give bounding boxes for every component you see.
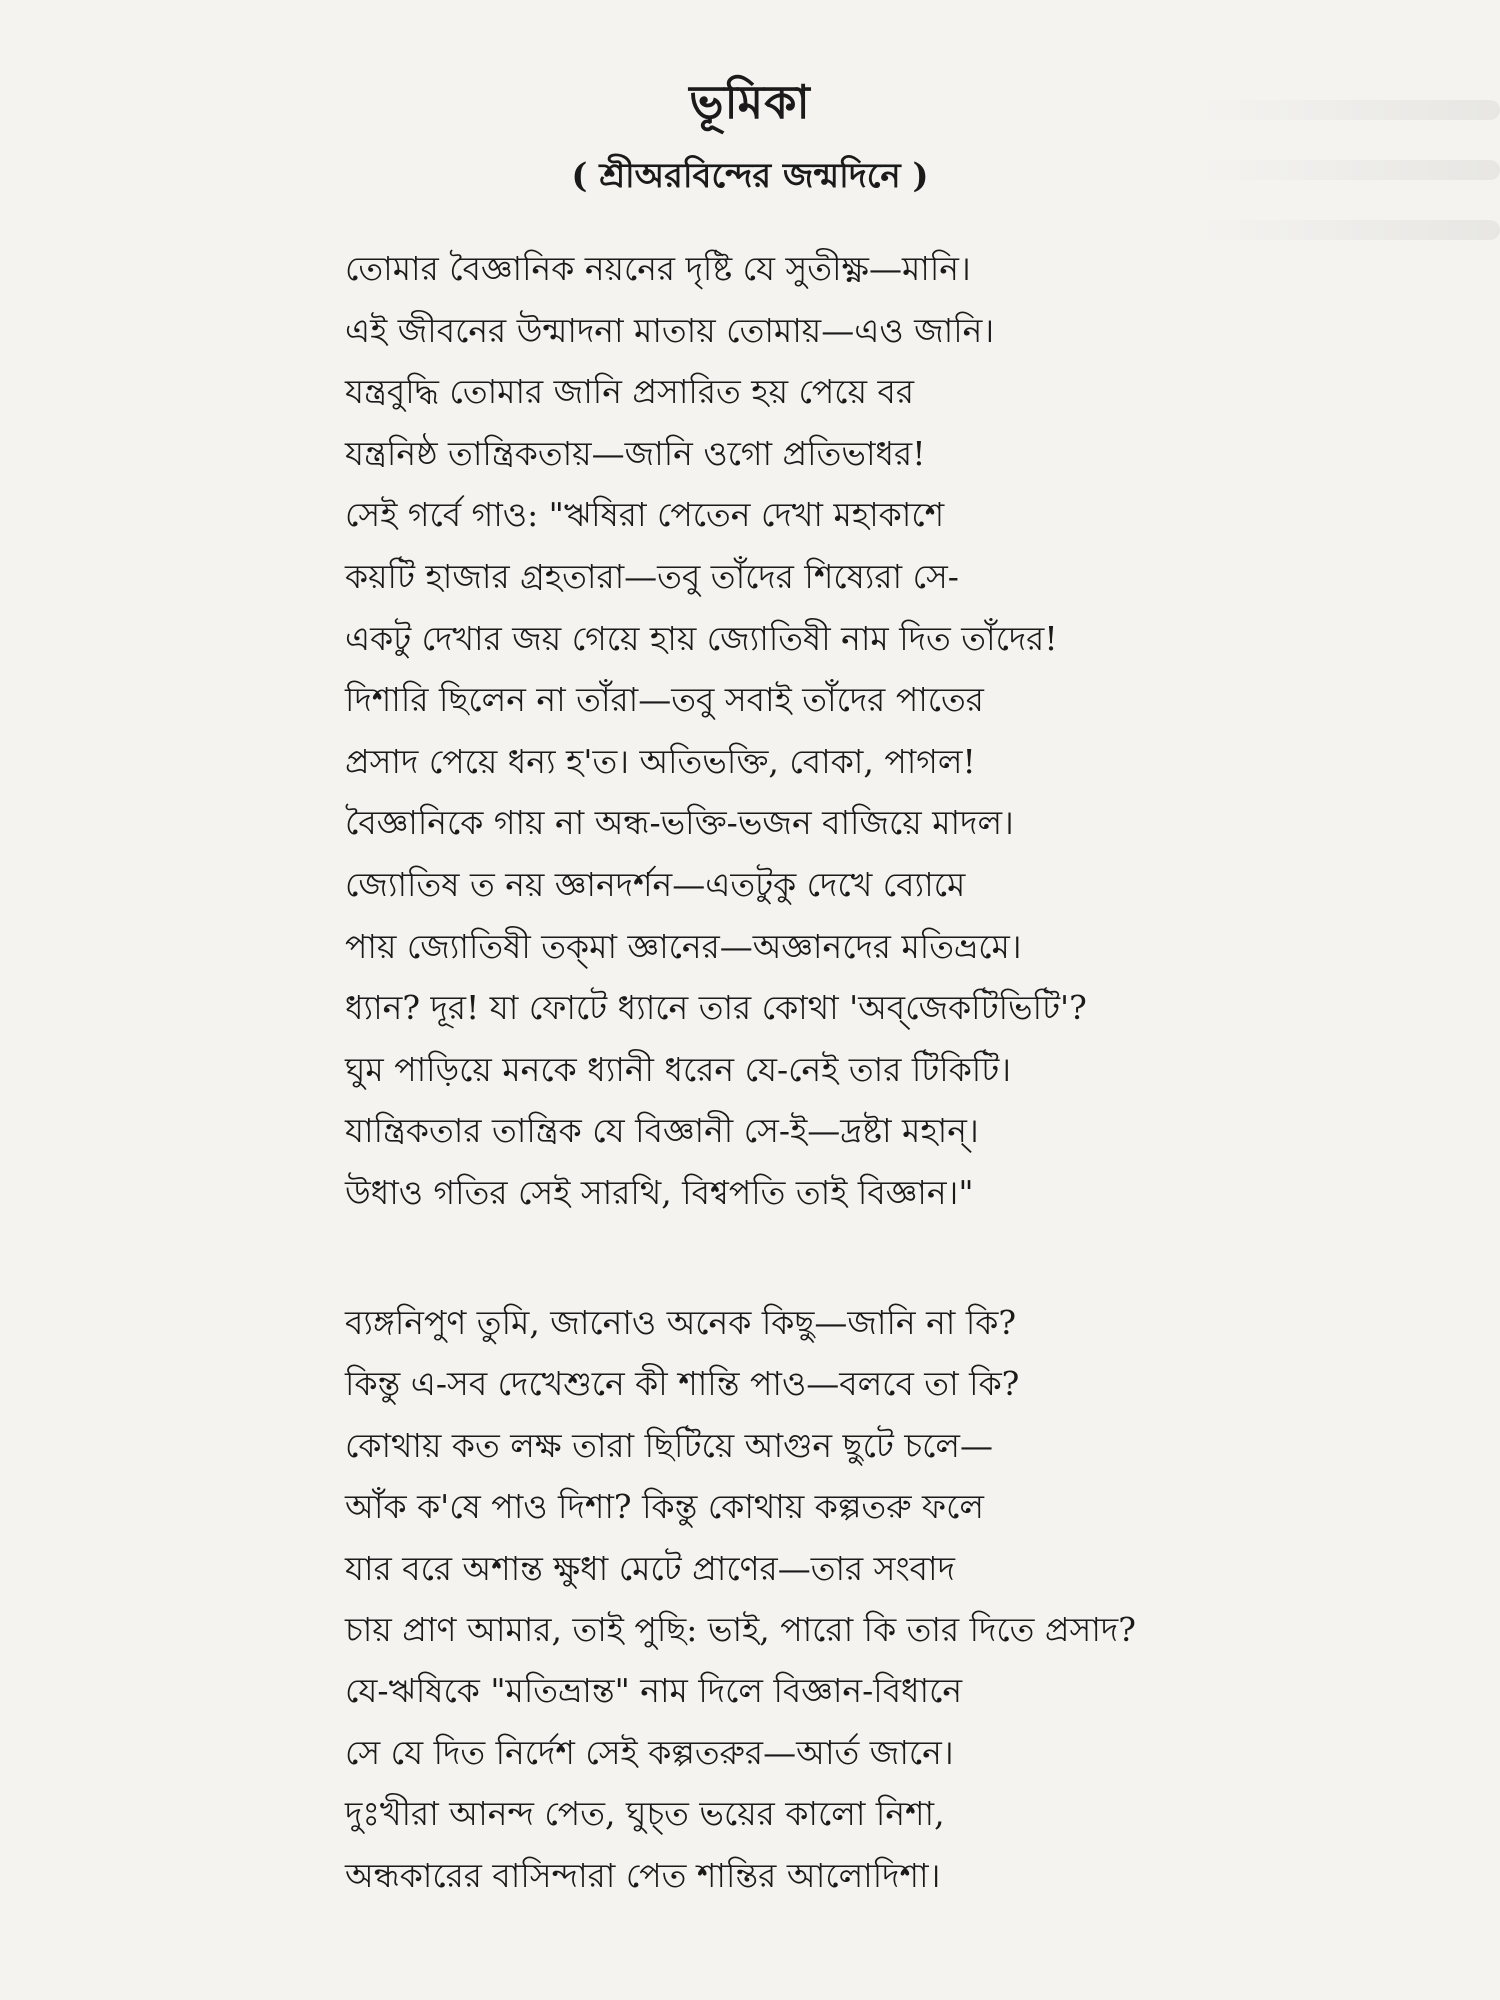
poem-line: ধ্যান? দূর! যা ফোটে ধ্যানে তার কোথা 'অব্‌জেকটিভিটি'? <box>345 988 1087 1028</box>
poem-line: যে-ঋষিকে "মতিভ্রান্ত" নাম দিলে বিজ্ঞান-বিধানে <box>345 1671 963 1711</box>
page-title: ভূমিকা <box>689 75 811 129</box>
poem-line: আঁক ক'ষে পাও দিশা? কিন্তু কোথায় কল্পতরু ফলে <box>345 1487 984 1527</box>
poem-line: এই জীবনের উন্মাদনা মাতায় তোমায়—এও জানি। <box>345 310 995 350</box>
poem-line: যন্ত্রবুদ্ধি তোমার জানি প্রসারিত হয় পেয়ে বর <box>345 372 915 412</box>
poem-line: কোথায় কত লক্ষ তারা ছিটিয়ে আগুন ছুটে চলে— <box>345 1425 993 1465</box>
poem-line: চায় প্রাণ আমার, তাই পুছি: ভাই, পারো কি তার দিতে প্রসাদ? <box>345 1609 1136 1649</box>
poem-line: উধাও গতির সেই সারথি, বিশ্বপতি তাই বিজ্ঞান।" <box>345 1172 974 1212</box>
poem-stanza-2 <box>345 1292 1345 1906</box>
poem-line: কিন্তু এ-সব দেখেশুনে কী শান্তি পাও—বলবে তা কি? <box>345 1364 1020 1404</box>
poem-line: তোমার বৈজ্ঞানিক নয়নের দৃষ্টি যে সুতীক্ষ্ণ—মানি। <box>345 249 971 288</box>
poem-line: যার বরে অশান্ত ক্ষুধা মেটে প্রাণের—তার সংবাদ <box>345 1548 955 1588</box>
poem-line: প্রসাদ পেয়ে ধন্য হ'ত। অতিভক্তি, বোকা, পাগল! <box>345 741 976 781</box>
poem-line: ঘুম পাড়িয়ে মনকে ধ্যানী ধরেন যে-নেই তার টিকিটি। <box>345 1049 1012 1089</box>
poem-line: দুঃখীরা আনন্দ পেত, ঘুচ্‌ত ভয়ের কালো নিশা, <box>345 1794 945 1834</box>
poem-line: যান্ত্রিকতার তান্ত্রিক যে বিজ্ঞানী সে-ই—দ্রষ্টা মহান্‌। <box>345 1111 979 1151</box>
poem-line: কয়টি হাজার গ্রহতারা—তবু তাঁদের শিষ্যেরা সে- <box>345 556 959 596</box>
poem-line: পায় জ্যোতিষী তক্‌মা জ্ঞানের—অজ্ঞানদের মতিভ্রমে। <box>345 926 1022 966</box>
poem-line: একটু দেখার জয় গেয়ে হায় জ্যোতিষী নাম দিত তাঁদের! <box>345 618 1058 658</box>
bleed-through-shadow <box>1200 220 1500 240</box>
poem-line: সে যে দিত নির্দেশ সেই কল্পতরুর—আর্ত জানে। <box>345 1732 954 1772</box>
poem-line: যন্ত্রনিষ্ঠ তান্ত্রিকতায়—জানি ওগো প্রতিভাধর! <box>345 433 926 473</box>
poem-line: সেই গর্বে গাও: "ঋষিরা পেতেন দেখা মহাকাশে <box>345 495 945 535</box>
poem-stanza-1 <box>345 238 1345 1224</box>
poem-line: বৈজ্ঞানিকে গায় না অন্ধ-ভক্তি-ভজন বাজিয়ে মাদল। <box>345 803 1014 843</box>
page-subtitle: ( শ্রীঅরবিন্দের জন্মদিনে ) <box>571 156 929 196</box>
poem-line: ব্যঙ্গনিপুণ তুমি, জানোও অনেক কিছু—জানি না কি? <box>345 1303 1017 1342</box>
poem-line: জ্যোতিষ ত নয় জ্ঞানদর্শন—এতটুকু দেখে ব্যোমে <box>345 864 966 904</box>
poem-line: অন্ধকারের বাসিন্দারা পেত শান্তির আলোদিশা। <box>345 1855 941 1895</box>
poem-line: দিশারি ছিলেন না তাঁরা—তবু সবাই তাঁদের পাতের <box>345 680 984 720</box>
